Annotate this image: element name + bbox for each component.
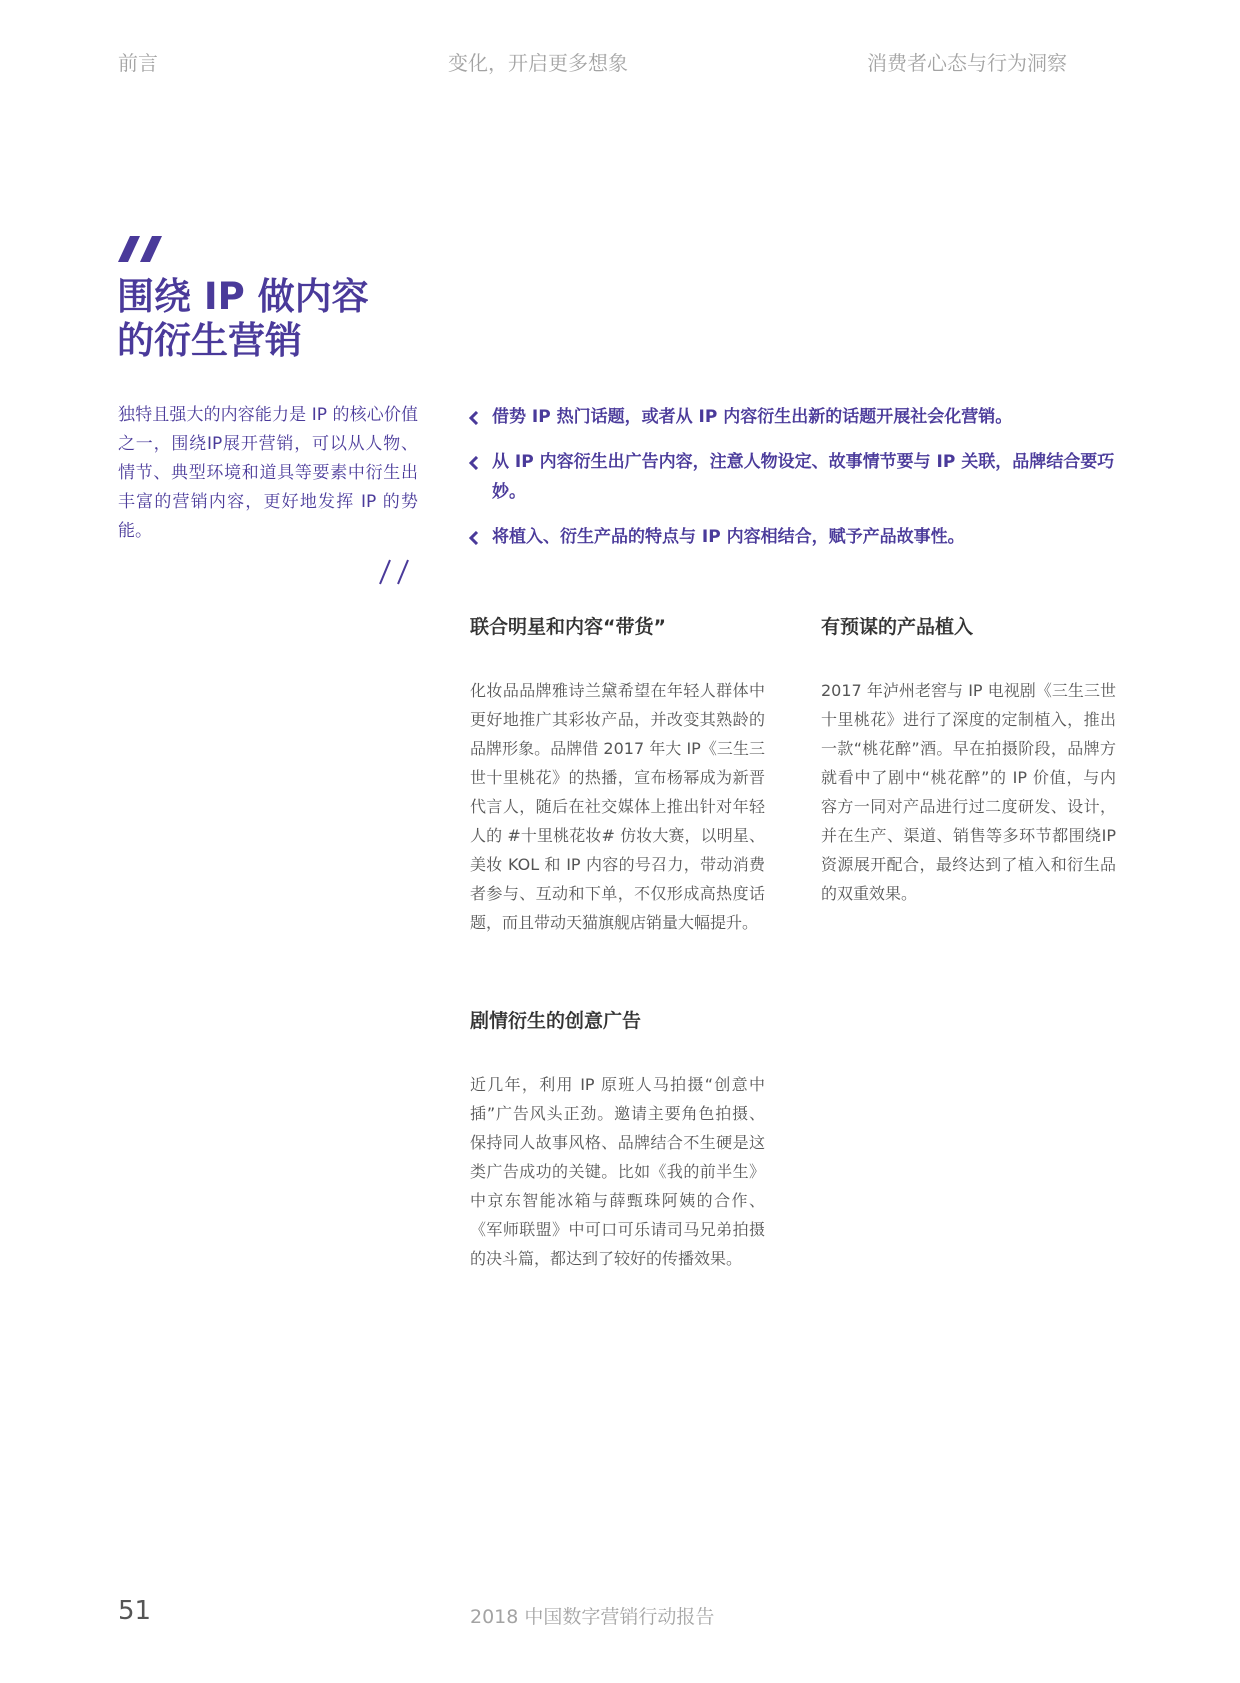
- case-product-placement: [821, 612, 1116, 908]
- key-point-text: 借势 IP 热门话题，或者从 IP 内容衍生出新的话题开展社会化营销。: [492, 407, 1013, 427]
- case-body: 近几年，利用 IP 原班人马拍摄“创意中插”广告风头正劲。邀请主要角色拍摄、保持同人故事风格、品牌结合不生硬是这类广告成功的关键。比如《我的前半生》中京东智能冰箱与薛甄珠阿姨的合作、《军师联盟》中可口可乐请司马兄弟拍摄的决斗篇，都达到了较好的传播效果。: [470, 1075, 765, 1268]
- case-body: 2017 年泸州老窖与 IP 电视剧《三生三世十里桃花》进行了深度的定制植入，推出一款“桃花醉”酒。早在拍摄阶段，品牌方就看中了剧中“桃花醉”的 IP 价值，与内容方一同对产品进行过二度研发、设计，并在生产、渠道、销售等多环节都围绕IP资源展开配合，最终达到了植入和衍生品的双重效果。: [821, 681, 1116, 903]
- case-body: 化妆品品牌雅诗兰黛希望在年轻人群体中更好地推广其彩妆产品，并改变其熟龄的品牌形象。品牌借 2017 年大 IP《三生三世十里桃花》的热播，宣布杨幂成为新晋代言人，随后在社交媒体上推出针对年轻人的 #十里桃花妆# 仿妆大赛，以明星、美妆 KOL 和 IP 内容的号召力，带动消费者参与、互动和下单，不仅形成高热度话题，而且带动天猫旗舰店销量大幅提升。: [470, 681, 765, 932]
- section-title-line-1: 围绕 IP 做内容: [117, 275, 369, 318]
- nav-change: 变化，开启更多想象: [448, 51, 628, 75]
- small-double-slash-icon: [378, 558, 412, 586]
- chevron-left-icon: [468, 411, 480, 425]
- key-point-text: 将植入、衍生产品的特点与 IP 内容相结合，赋予产品故事性。: [492, 527, 965, 547]
- nav-preface: 前言: [118, 51, 158, 75]
- section-title: [117, 275, 369, 363]
- key-point-text: 从 IP 内容衍生出广告内容，注意人物设定、故事情节要与 IP 关联，品牌结合要巧妙。: [492, 452, 1115, 502]
- key-points-list: [468, 402, 1118, 567]
- intro-paragraph: 独特且强大的内容能力是 IP 的核心价值之一，围绕IP展开营销，可以从人物、情节、典型环境和道具等要素中衍生出丰富的营销内容，更好地发挥 IP 的势能。: [118, 405, 418, 541]
- case-heading: 联合明星和内容“带货”: [470, 616, 666, 638]
- section-title-line-2: 的衍生营销: [117, 319, 302, 362]
- key-point-item: [468, 522, 1118, 552]
- report-title-footer: 2018 中国数字营销行动报告: [470, 1606, 715, 1628]
- chevron-left-icon: [468, 531, 480, 545]
- chevron-left-icon: [468, 456, 480, 470]
- case-creative-ads: [470, 1006, 765, 1273]
- key-point-item: [468, 402, 1118, 432]
- key-point-item: [468, 447, 1118, 507]
- double-slash-icon: [118, 236, 166, 262]
- nav-consumer-insight: 消费者心态与行为洞察: [867, 51, 1067, 75]
- page-number: 51: [118, 1596, 152, 1626]
- case-heading: 有预谋的产品植入: [821, 616, 974, 638]
- case-heading: 剧情衍生的创意广告: [470, 1010, 642, 1032]
- case-star-endorsement: [470, 612, 765, 937]
